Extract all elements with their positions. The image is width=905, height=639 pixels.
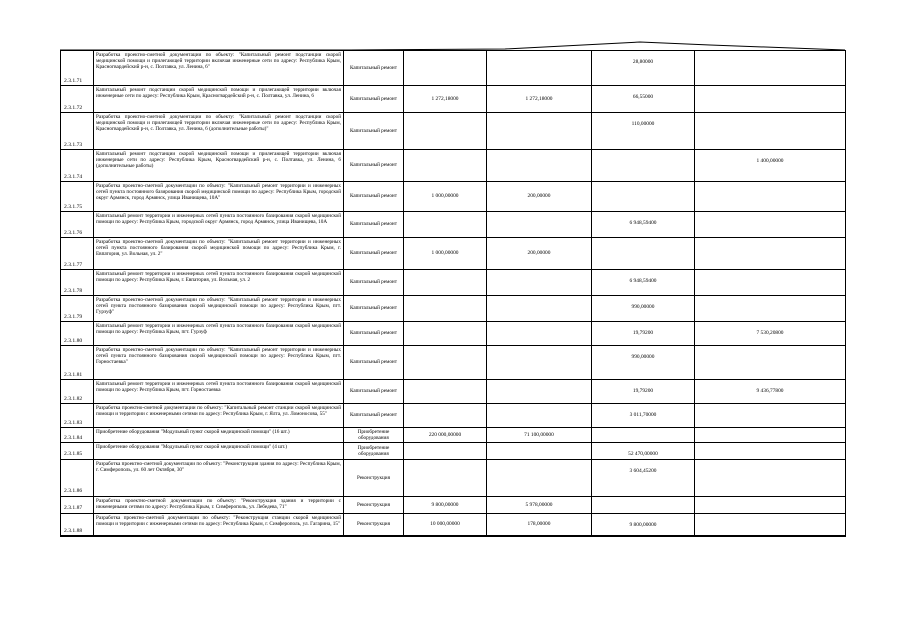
table-row [61, 443, 846, 459]
item-number: 2.3.1.81 [61, 346, 94, 380]
amount-col-1 [404, 150, 487, 182]
amount-col-3 [592, 496, 695, 513]
amount-col-4: 7 530,20800 [695, 322, 846, 346]
item-description: Разработка проектно-сметной документации по объекту: "Капитальный ремонт станции скорой медицинской помощи и территории с инженерными сетями по адресу: Республика Крым, г. Ялта, ул. Ломоносова, 55" [94, 404, 344, 428]
amount-col-4: 9 436,77800 [695, 380, 846, 404]
amount-col-4 [695, 513, 846, 536]
amount-col-2: 178,00000 [487, 513, 592, 536]
work-type: Капитальный ремонт [344, 322, 404, 346]
item-description: Разработка проектно-сметной документации по объекту: "Капитальный ремонт территории и инженерных сетей пункта постоянного базирования скорой медицинской помощи по адресу: Республика Крым, г. Евпатория, ул. Вольная, ул. 2" [94, 238, 344, 270]
item-description: Капитальный ремонт территории и инженерных сетей пункта постоянного базирования скорой медицинской помощи по адресу: Республика Крым, г. Евпатория, ул. Вольная, ул. 2 [94, 270, 344, 296]
amount-col-3: 9 800,00000 [592, 513, 695, 536]
amount-col-4 [695, 270, 846, 296]
item-description: Разработка проектно-сметной документации по объекту: "Реконструкция станции скорой медицинской помощи и территории с инженерными сетями по адресу: Республика Крым, г. Симферополь, ул. Гагарина, 15" [94, 513, 344, 536]
amount-col-1 [404, 459, 487, 496]
work-type: Капитальный ремонт [344, 270, 404, 296]
work-type: Капитальный ремонт [344, 404, 404, 428]
amount-col-4 [695, 443, 846, 459]
amount-col-2 [487, 380, 592, 404]
item-description: Капитальный ремонт территории и инженерных сетей пункта постоянного базирования скорой медицинской помощи по адресу: Республика Крым, пгт. Горностаевка [94, 380, 344, 404]
table-row [61, 150, 846, 182]
amount-col-4 [695, 182, 846, 212]
table-row [61, 404, 846, 428]
amount-col-4 [695, 459, 846, 496]
item-number: 2.3.1.80 [61, 322, 94, 346]
document-page [60, 50, 845, 537]
table-row [61, 113, 846, 150]
table-row [61, 51, 846, 86]
table-row [61, 346, 846, 380]
amount-col-1: 10 000,00000 [404, 513, 487, 536]
amount-col-3 [592, 238, 695, 270]
work-type: Приобретение оборудования [344, 443, 404, 459]
item-number: 2.3.1.78 [61, 270, 94, 296]
item-description: Капитальный ремонт подстанции скорой медицинской помощи и прилегающей территории включая инженерные сети по адресу: Республика Крым, Красногвардейский р-н, с. Полтавка, ул. Ленина, 6 [94, 86, 344, 113]
item-number: 2.3.1.76 [61, 212, 94, 238]
table-body [61, 51, 846, 537]
item-number: 2.3.1.88 [61, 513, 94, 536]
work-type: Капитальный ремонт [344, 51, 404, 86]
amount-col-1: 220 000,00000 [404, 428, 487, 443]
item-number: 2.3.1.74 [61, 150, 94, 182]
item-description: Капитальный ремонт подстанции скорой медицинской помощи и прилегающей территории включая инженерные сети по адресу: Республика Крым, Красногвардейский р-н, с. Полтавка, ул. Ленина, 6 (дополнительные работы) [94, 150, 344, 182]
amount-col-3: 19,79200 [592, 380, 695, 404]
amount-col-2: 71 100,00000 [487, 428, 592, 443]
work-type: Капитальный ремонт [344, 380, 404, 404]
item-number: 2.3.1.84 [61, 428, 94, 443]
work-type: Реконструкция [344, 513, 404, 536]
item-number: 2.3.1.77 [61, 238, 94, 270]
item-description: Капитальный ремонт территории и инженерных сетей пункта постоянного базирования скорой медицинской помощи по адресу: Республика Крым, городской округ Армянск, город Армянск, улица Иванищева, 10А [94, 212, 344, 238]
amount-col-2 [487, 459, 592, 496]
amount-col-3: 66,55000 [592, 86, 695, 113]
amount-col-1 [404, 346, 487, 380]
amount-col-2: 200,00000 [487, 182, 592, 212]
item-description: Разработка проектно-сметной документации по объекту: "Капитальный ремонт территории и инженерных сетей пункта постоянного базирования скорой медицинской помощи по адресу: Республика Крым, городской округ Армянск, город Армянск, улица Иванищева, 10А" [94, 182, 344, 212]
item-description: Разработка проектно-сметной документации по объекту: "Капитальный ремонт территории и инженерных сетей пункта постоянного базирования скорой медицинской помощи по адресу: Республика Крым, пгт. Горностаевка" [94, 346, 344, 380]
amount-col-2 [487, 322, 592, 346]
amount-col-1 [404, 404, 487, 428]
work-type: Реконструкция [344, 459, 404, 496]
work-type: Капитальный ремонт [344, 182, 404, 212]
item-number: 2.3.1.82 [61, 380, 94, 404]
amount-col-1 [404, 212, 487, 238]
table-row [61, 182, 846, 212]
amount-col-1: 1 272,18000 [404, 86, 487, 113]
table-row [61, 86, 846, 113]
amount-col-1 [404, 322, 487, 346]
data-table [60, 50, 846, 537]
amount-col-1 [404, 380, 487, 404]
item-number: 2.3.1.83 [61, 404, 94, 428]
item-description: Приобретение оборудования "Модульный пункт скорой медицинской помощи" (4 шт.) [94, 443, 344, 459]
amount-col-3: 19,79200 [592, 322, 695, 346]
item-number: 2.3.1.73 [61, 113, 94, 150]
item-number: 2.3.1.86 [61, 459, 94, 496]
amount-col-3 [592, 150, 695, 182]
amount-col-2 [487, 404, 592, 428]
work-type: Капитальный ремонт [344, 150, 404, 182]
amount-col-4 [695, 428, 846, 443]
amount-col-2 [487, 212, 592, 238]
amount-col-4: 1 400,00000 [695, 150, 846, 182]
table-row [61, 270, 846, 296]
table-row [61, 212, 846, 238]
amount-col-2 [487, 270, 592, 296]
amount-col-3: 3 011,70000 [592, 404, 695, 428]
item-description: Разработка проектно-сметной документации по объекту: "Реконструкция здания и территории с инженерными сетями по адресу: Республика Крым, г. Симферополь, ул. Лебедева, 71" [94, 496, 344, 513]
table-row [61, 496, 846, 513]
amount-col-3: 28,80000 [592, 51, 695, 86]
amount-col-1: 9 800,00000 [404, 496, 487, 513]
amount-col-3 [592, 182, 695, 212]
item-description: Разработка проектно-сметной документации по объекту: "Реконструкция здания по адресу: Республика Крым, г. Симферополь, ул. 60 лет Октября, 30" [94, 459, 344, 496]
amount-col-3: 990,00000 [592, 346, 695, 380]
amount-col-2: 200,00000 [487, 238, 592, 270]
item-number: 2.3.1.85 [61, 443, 94, 459]
table-row [61, 296, 846, 322]
amount-col-1 [404, 296, 487, 322]
item-number: 2.3.1.75 [61, 182, 94, 212]
amount-col-2 [487, 113, 592, 150]
amount-col-3: 52 470,00000 [592, 443, 695, 459]
amount-col-2 [487, 346, 592, 380]
amount-col-3: 3 604,45200 [592, 459, 695, 496]
work-type: Капитальный ремонт [344, 296, 404, 322]
amount-col-4 [695, 212, 846, 238]
amount-col-2 [487, 443, 592, 459]
amount-col-4 [695, 238, 846, 270]
table-row [61, 322, 846, 346]
work-type: Капитальный ремонт [344, 113, 404, 150]
item-description: Капитальный ремонт территории и инженерных сетей пункта постоянного базирования скорой медицинской помощи по адресу: Республика Крым, пгт. Гурзуф [94, 322, 344, 346]
amount-col-4 [695, 51, 846, 86]
amount-col-1 [404, 443, 487, 459]
amount-col-2: 1 272,18000 [487, 86, 592, 113]
amount-col-4 [695, 404, 846, 428]
amount-col-2 [487, 296, 592, 322]
amount-col-1 [404, 113, 487, 150]
item-number: 2.3.1.72 [61, 86, 94, 113]
amount-col-1 [404, 51, 487, 86]
table-row [61, 428, 846, 443]
amount-col-3: 110,00000 [592, 113, 695, 150]
work-type: Реконструкция [344, 496, 404, 513]
amount-col-4 [695, 296, 846, 322]
item-description: Разработка проектно-сметной документации по объекту: "Капитальный ремонт территории и инженерных сетей пункта постоянного базирования скорой медицинской помощи по адресу: Республика Крым, пгт. Гурзуф" [94, 296, 344, 322]
work-type: Капитальный ремонт [344, 86, 404, 113]
amount-col-1: 1 000,00000 [404, 182, 487, 212]
item-description: Разработка проектно-сметной документации по объекту: "Капитальный ремонт подстанции скорой медицинской помощи и прилегающей территории включая инженерные сети по адресу: Республика Крым, Красногвардейский р-н, с. Полтавка, ул. Ленина, 6 (дополнительные работы)" [94, 113, 344, 150]
work-type: Капитальный ремонт [344, 238, 404, 270]
amount-col-2 [487, 150, 592, 182]
amount-col-3 [592, 428, 695, 443]
amount-col-3: 6 948,59400 [592, 212, 695, 238]
amount-col-2: 5 978,00000 [487, 496, 592, 513]
amount-col-1 [404, 270, 487, 296]
amount-col-4 [695, 113, 846, 150]
table-row [61, 459, 846, 496]
work-type: Капитальный ремонт [344, 346, 404, 380]
table-row [61, 238, 846, 270]
item-number: 2.3.1.71 [61, 51, 94, 86]
table-row [61, 513, 846, 536]
amount-col-4 [695, 86, 846, 113]
work-type: Капитальный ремонт [344, 212, 404, 238]
amount-col-1: 1 000,00000 [404, 238, 487, 270]
amount-col-4 [695, 496, 846, 513]
work-type: Приобретение оборудования [344, 428, 404, 443]
amount-col-3: 6 948,59400 [592, 270, 695, 296]
amount-col-3: 990,00000 [592, 296, 695, 322]
amount-col-2 [487, 51, 592, 86]
item-number: 2.3.1.79 [61, 296, 94, 322]
item-description: Приобретение оборудования "Модульный пункт скорой медицинской помощи" (16 шт.) [94, 428, 344, 443]
item-description: Разработка проектно-сметной документации по объекту: "Капитальный ремонт подстанции скорой медицинской помощи и прилегающей территории включая инженерные сети по адресу: Республика Крым, Красногвардейский р-н, с. Полтавка, ул. Ленина, 6" [94, 51, 344, 86]
table-row [61, 380, 846, 404]
amount-col-4 [695, 346, 846, 380]
item-number: 2.3.1.87 [61, 496, 94, 513]
